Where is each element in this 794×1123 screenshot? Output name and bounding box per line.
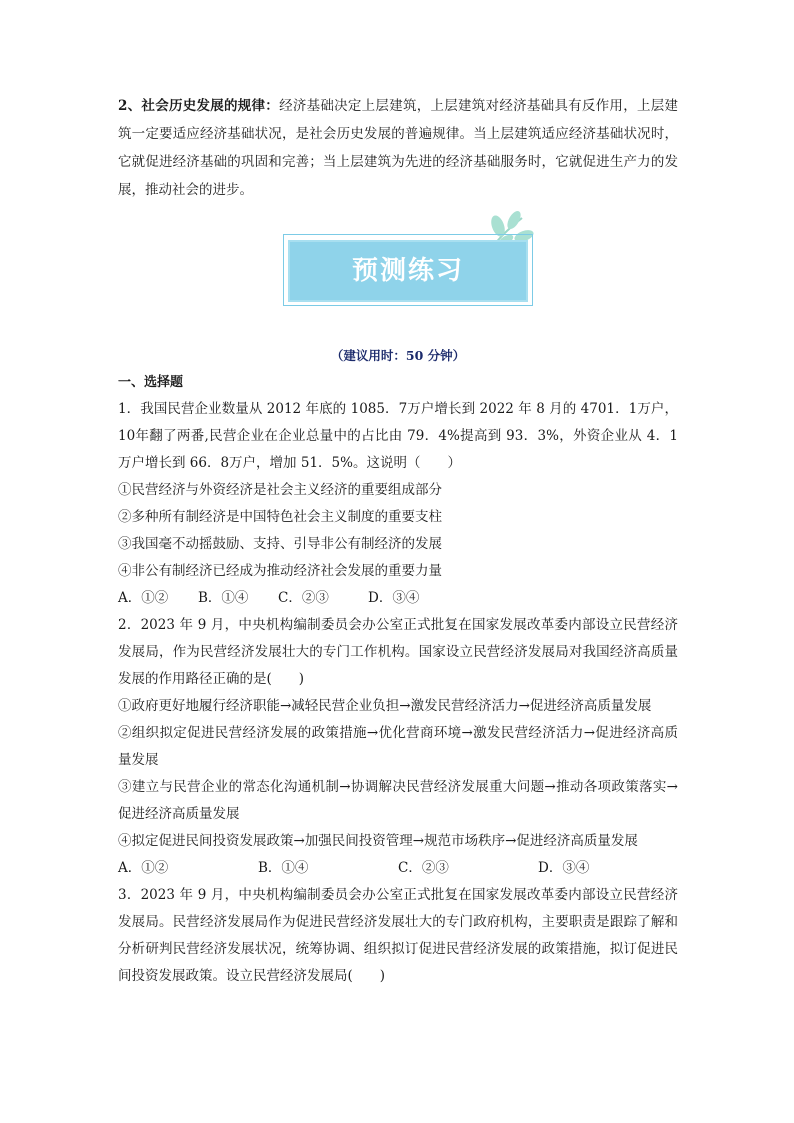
intro-paragraph <box>118 92 678 204</box>
answer-choices <box>118 855 678 882</box>
question-option: ②多种所有制经济是中国特色社会主义制度的重要支柱 <box>118 509 442 525</box>
choice-b: B．①④ <box>198 590 249 606</box>
choice-d: D．③④ <box>538 860 590 876</box>
intro-text <box>118 92 678 204</box>
question-option: ①政府更好地履行经济职能→减轻民营企业负担→激发民营经济活力→促进经济高质量发展 <box>118 698 652 714</box>
banner-title: 预测练习 <box>351 256 464 286</box>
question-stem: 2．2023 年 9 月，中央机构编制委员会办公室正式批复在国家发展改革委内部设立民营经济发展局，作为民营经济发展壮大的专门工作机构。国家设立民营经济发展局对我国经济高质量发展的作用路径正确的是( ) <box>118 617 678 687</box>
choice-c: C．②③ <box>398 860 449 876</box>
section-title: 一、选择题 <box>118 375 184 390</box>
question-option: ③我国毫不动摇鼓励、支持、引导非公有制经济的发展 <box>118 536 442 552</box>
question-option: ②组织拟定促进民营经济发展的政策措施→优化营商环境→激发民营经济活力→促进经济高质量发展 <box>118 725 678 768</box>
suggested-time-note: （建议用时：50 分钟） <box>330 348 466 363</box>
choice-a: A．①② <box>118 590 169 606</box>
page-content <box>118 92 678 990</box>
choice-a: A．①② <box>118 860 169 876</box>
question-option: ①民营经济与外资经济是社会主义经济的重要组成部分 <box>118 482 442 498</box>
intro-lead: 2、社会历史发展的规律： <box>118 98 280 114</box>
choice-c: C．②③ <box>278 590 329 606</box>
question-stem: 3．2023 年 9 月，中央机构编制委员会办公室正式批复在国家发展改革委内部设立民营经济发展局。民营经济发展局作为促进民营经济发展壮大的专门政府机构，主要职责是跟踪了解和分析研判民营经济发展状况，统筹协调、组织拟订促进民营经济发展的政策措施，拟订促进民间投资发展政策。设立民营经济发展局( ) <box>118 887 678 984</box>
answer-choices <box>118 585 678 612</box>
section-banner <box>118 210 678 340</box>
question-3 <box>118 882 678 990</box>
question-option: ③建立与民营企业的常态化沟通机制→协调解决民营经济发展重大问题→推动各项政策落实→促进经济高质量发展 <box>118 779 678 822</box>
choice-b: B．①④ <box>258 860 309 876</box>
question-1 <box>118 396 678 612</box>
question-option: ④非公有制经济已经成为推动经济社会发展的重要力量 <box>118 563 442 579</box>
intro-body: 经济基础决定上层建筑，上层建筑对经济基础具有反作用，上层建筑一定要适应经济基础状况，是社会历史发展的普遍规律。当上层建筑适应经济基础状况时，它就促进经济基础的巩固和完善；当上层建筑为先进的经济基础服务时，它就促进生产力的发展，推动社会的进步。 <box>118 98 678 198</box>
choice-d: D．③④ <box>368 590 420 606</box>
question-stem: 1．我国民营企业数量从 2012 年底的 1085．7万户增长到 2022 年 8 月的 4701．1万户，10年翻了两番,民营企业在企业总量中的占比由 79．4%提高到 93．3%，外资企业从 4．1 万户增长到 66．8万户，增加 51．5%。这说明（ ） <box>118 401 678 471</box>
question-option: ④拟定促进民间投资发展政策→加强民间投资管理→规范市场秩序→促进经济高质量发展 <box>118 833 638 849</box>
question-2 <box>118 612 678 882</box>
